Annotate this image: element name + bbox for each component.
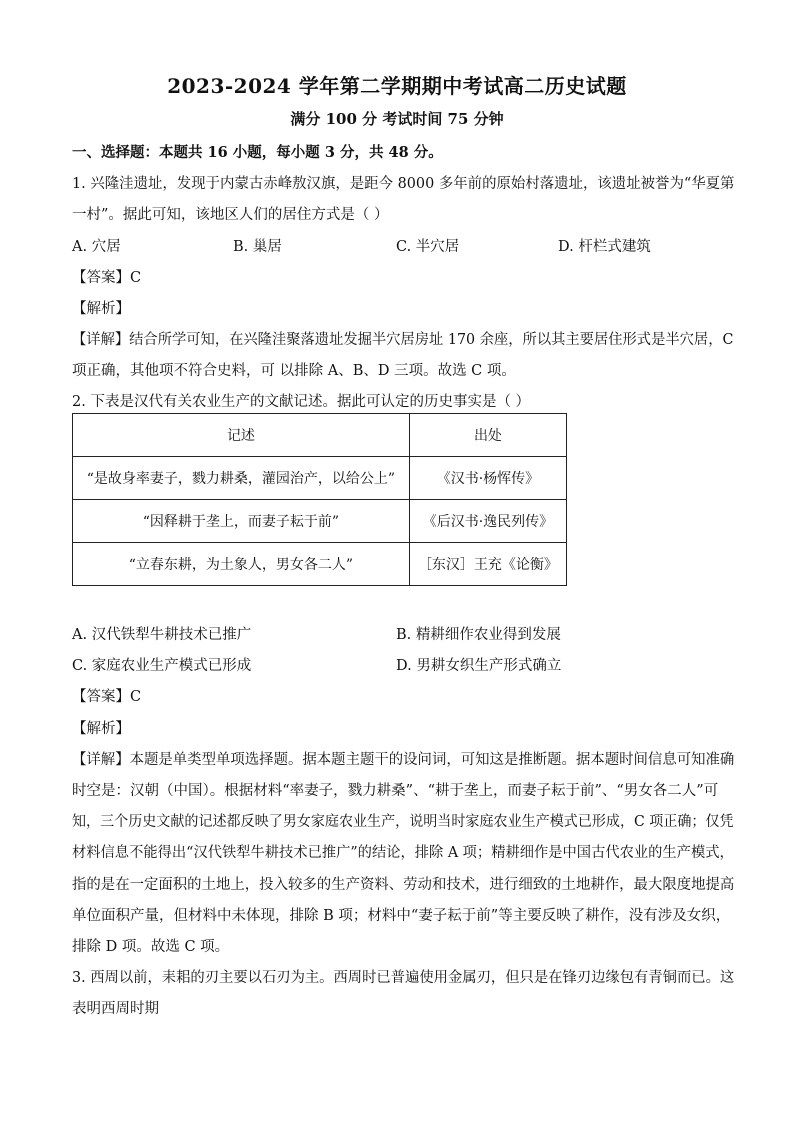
table-header-row (73, 414, 567, 457)
table-row (73, 457, 567, 500)
q2-option-d: D. 男耕女织生产形式确立 (396, 658, 562, 674)
q1-stem-line1: 1. 兴隆洼遗址，发现于内蒙古赤峰敖汉旗，是距今 8000 多年前的原始村落遗址，该遗址被誉为“华夏第 (72, 176, 735, 192)
q1-detail-line2: 项正确，其他项不符合史料，可 以排除 A、B、D 三项。故选 C 项。 (72, 363, 516, 379)
q3-stem-line2: 表明西周时期 (72, 1001, 159, 1017)
q2-detail-line: 【详解】本题是单类型单项选择题。据本题主题干的设问词，可知这是推断题。据本题时间信息可知准确 (72, 752, 735, 768)
page-title: 2023-2024 学年第二学期期中考试高二历史试题 (167, 74, 627, 98)
q1-answer: 【答案】C (72, 270, 142, 286)
q1-stem-line2: 一村”。据此可知，该地区人们的居住方式是（ ） (72, 207, 389, 223)
table-cell-record: “是故身率妻子，戮力耕桑，灌园治产，以给公上” (73, 457, 410, 500)
table-cell-record: “因释耕于垄上，而妻子耘于前” (73, 500, 410, 543)
table-cell-source: 《汉书·杨恽传》 (409, 457, 566, 500)
q2-source-table (72, 413, 567, 586)
q3-stem-line1: 3. 西周以前，耒耜的刃主要以石刃为主。西周时已普遍使用金属刃，但只是在锋刃边缘包有青铜而已。这 (72, 970, 735, 986)
table-cell-source: ［东汉］王充《论衡》 (409, 543, 566, 586)
q2-option-b: B. 精耕细作农业得到发展 (396, 627, 561, 643)
q2-detail-line: 指的是在一定面积的土地上，投入较多的生产资料、劳动和技术，进行细致的土地耕作，最大限度地提高 (72, 877, 735, 893)
q1-analysis-label: 【解析】 (72, 301, 130, 317)
q2-detail-line: 材料信息不能得出“汉代铁犁牛耕技术已推广”的结论，排除 A 项；精耕细作是中国古代农业的生产模式， (72, 845, 734, 861)
q2-detail-line: 排除 D 项。故选 C 项。 (72, 939, 230, 955)
q1-option-d: D. 杆栏式建筑 (558, 239, 651, 255)
q2-analysis-label: 【解析】 (72, 721, 130, 737)
q2-answer: 【答案】C (72, 689, 142, 705)
table-header-source: 出处 (409, 414, 566, 457)
q2-option-c: C. 家庭农业生产模式已形成 (72, 658, 252, 674)
q2-detail-line: 单位面积产量，但材料中未体现，排除 B 项；材料中“妻子耘于前”等主要反映了耕作，没有涉及女织， (72, 908, 731, 924)
q1-option-b: B. 巢居 (233, 239, 282, 255)
q2-option-a: A. 汉代铁犁牛耕技术已推广 (72, 627, 252, 643)
exam-info: 满分 100 分 考试时间 75 分钟 (290, 110, 504, 128)
q1-option-c: C. 半穴居 (396, 239, 460, 255)
table-header-record: 记述 (73, 414, 410, 457)
q2-detail-line: 知，三个历史文献的记述都反映了男女家庭农业生产，说明当时家庭农业生产模式已形成，C 项正确；仅凭 (72, 814, 734, 830)
q1-detail-line1: 【详解】结合所学可知，在兴隆洼聚落遗址发掘半穴居房址 170 余座，所以其主要居住形式是半穴居，C (72, 332, 734, 348)
table-cell-record: “立春东耕，为土象人，男女各二人” (73, 543, 410, 586)
q1-option-a: A. 穴居 (72, 239, 121, 255)
table-row (73, 543, 567, 586)
q2-stem: 2. 下表是汉代有关农业生产的文献记述。据此可认定的历史事实是（ ） (72, 394, 531, 410)
section-heading: 一、选择题：本题共 16 小题，每小题 3 分，共 48 分。 (72, 144, 443, 161)
table-cell-source: 《后汉书·逸民列传》 (409, 500, 566, 543)
q2-detail-line: 时空是：汉朝（中国）。根据材料“率妻子，戮力耕桑”、“耕于垄上，而妻子耘于前”、“男女各二人”可 (72, 783, 719, 799)
table-row (73, 500, 567, 543)
